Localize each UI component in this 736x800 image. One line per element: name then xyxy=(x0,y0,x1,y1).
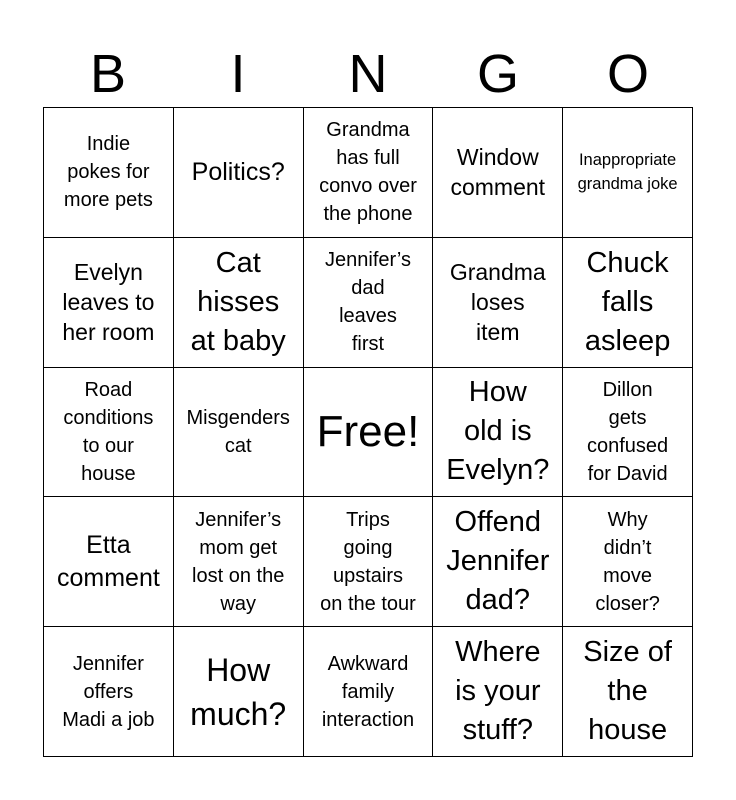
cell-text: Road conditions to our house xyxy=(63,378,154,485)
bingo-cell[interactable] xyxy=(44,368,174,498)
cell-text: Awkward family interaction xyxy=(321,652,415,731)
cell-text: How much? xyxy=(190,651,287,732)
bingo-cell[interactable] xyxy=(563,238,693,368)
cell-text: Jennifer offers Madi a job xyxy=(62,652,155,731)
bingo-grid xyxy=(43,107,693,757)
cell-text: Dillon gets confused for David xyxy=(587,378,669,485)
cell-text: Free! xyxy=(316,406,420,456)
cell-text: Trips going upstairs on the tour xyxy=(320,508,416,615)
bingo-header xyxy=(43,40,693,108)
cell-text: Grandma has full convo over the phone xyxy=(319,119,417,226)
cell-text: Offend Jennifer dad? xyxy=(446,506,550,617)
cell-text: Window comment xyxy=(450,144,546,201)
header-letter-i: I xyxy=(230,44,246,104)
free-cell[interactable] xyxy=(304,368,434,498)
bingo-cell[interactable] xyxy=(433,108,563,238)
bingo-cell[interactable] xyxy=(174,108,304,238)
bingo-cell[interactable] xyxy=(174,497,304,627)
bingo-cell[interactable] xyxy=(44,497,174,627)
cell-text: Size of the house xyxy=(583,636,672,747)
cell-text: Jennifer’s mom get lost on the way xyxy=(192,508,285,615)
cell-text: How old is Evelyn? xyxy=(446,376,550,487)
bingo-cell[interactable] xyxy=(304,108,434,238)
cell-text: Evelyn leaves to her room xyxy=(62,259,155,346)
header-letter-n: N xyxy=(348,44,388,104)
bingo-cell[interactable] xyxy=(304,497,434,627)
bingo-cell[interactable] xyxy=(174,627,304,757)
header-letter-o: O xyxy=(606,44,649,104)
bingo-cell[interactable] xyxy=(44,108,174,238)
cell-text: Etta comment xyxy=(56,530,160,592)
bingo-cell[interactable] xyxy=(44,627,174,757)
header-letter-b: B xyxy=(89,44,127,104)
cell-text: Politics? xyxy=(191,157,285,186)
bingo-cell[interactable] xyxy=(433,238,563,368)
bingo-cell[interactable] xyxy=(563,108,693,238)
cell-text: Grandma loses item xyxy=(449,259,546,346)
bingo-cell[interactable] xyxy=(563,368,693,498)
bingo-cell[interactable] xyxy=(44,238,174,368)
bingo-cell[interactable] xyxy=(174,368,304,498)
bingo-cell[interactable] xyxy=(563,497,693,627)
cell-text: Chuck falls asleep xyxy=(584,246,671,357)
header-letter-g: G xyxy=(476,44,519,104)
bingo-cell[interactable] xyxy=(174,238,304,368)
cell-text: Why didn’t move closer? xyxy=(595,508,660,615)
bingo-cell[interactable] xyxy=(304,627,434,757)
cell-text: Where is your stuff? xyxy=(455,636,541,747)
cell-text: Cat hisses at baby xyxy=(190,246,286,357)
bingo-cell[interactable] xyxy=(563,627,693,757)
bingo-cell[interactable] xyxy=(433,497,563,627)
bingo-cell[interactable] xyxy=(433,368,563,498)
bingo-cell[interactable] xyxy=(304,238,434,368)
bingo-cell[interactable] xyxy=(433,627,563,757)
cell-text: Jennifer’s dad leaves first xyxy=(325,249,411,356)
cell-text: Misgenders cat xyxy=(186,406,290,457)
cell-text: Indie pokes for more pets xyxy=(63,133,153,212)
cell-text: Inappropriate grandma joke xyxy=(577,151,678,194)
